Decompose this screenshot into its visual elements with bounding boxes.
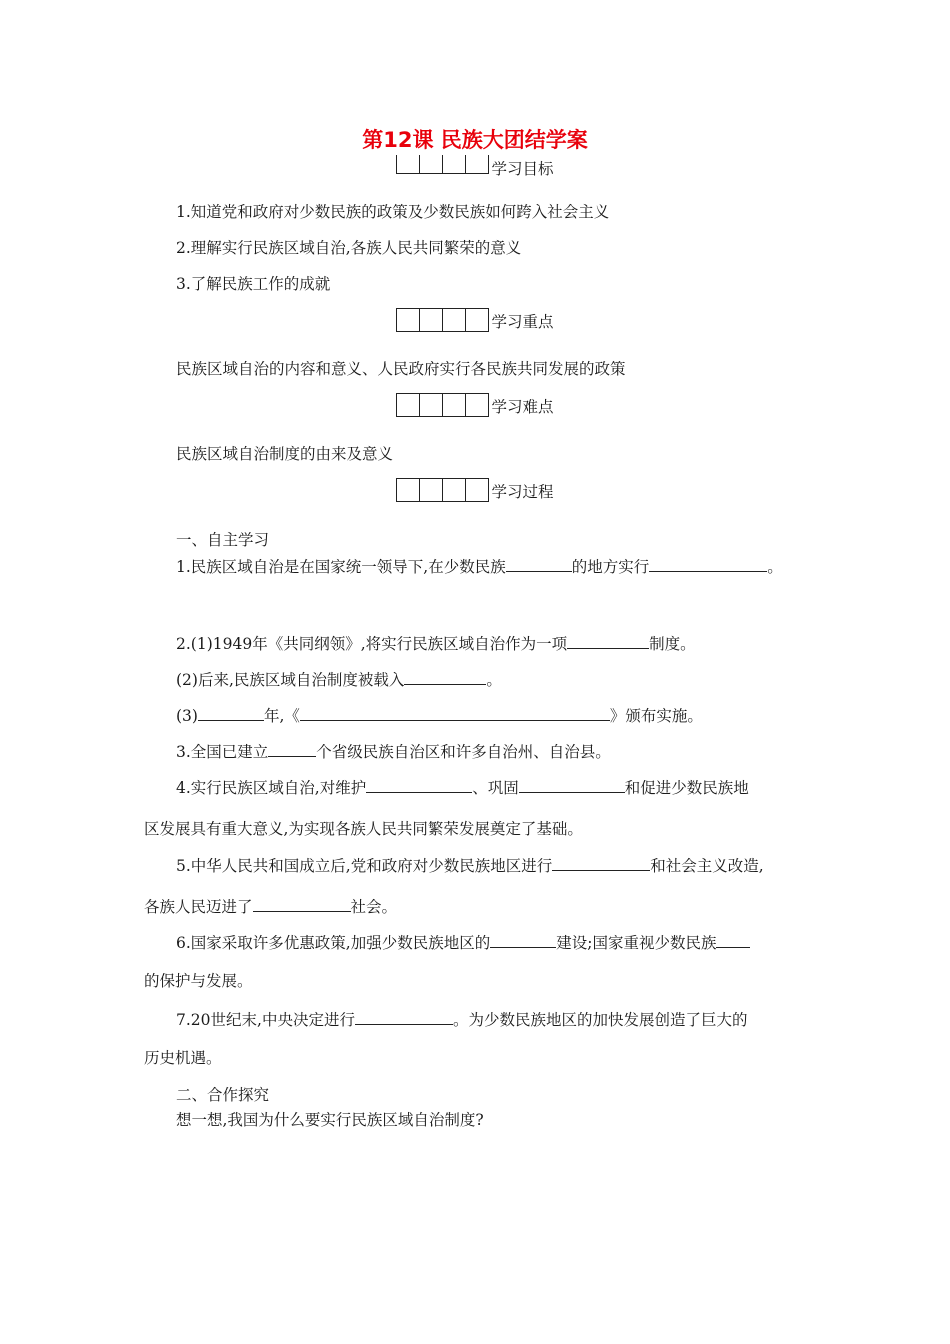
goal-1: 1.知道党和政府对少数民族的政策及少数民族如何跨入社会主义	[176, 203, 610, 221]
q7-text-b: 。为少数民族地区的加快发展创造了巨大的	[452, 1011, 748, 1029]
q2a-blank[interactable]	[567, 632, 649, 649]
q5-text-b: 和社会主义改造,	[650, 857, 764, 875]
section-key-heading	[0, 308, 950, 332]
key-point-text: 民族区域自治的内容和意义、人民政府实行各民族共同发展的政策	[176, 360, 626, 378]
section-key-label: 学习重点	[491, 313, 554, 331]
q2a-text-a: 2.(1)1949年《共同纲领》,将实行民族区域自治作为一项	[176, 635, 568, 653]
question-4	[176, 776, 749, 798]
q2a-text-b: 制度。	[649, 635, 696, 653]
question-7	[176, 1008, 747, 1030]
q2c-blank-2[interactable]	[300, 704, 610, 721]
question-6	[176, 931, 750, 953]
section-process-label: 学习过程	[491, 483, 554, 501]
question-5	[176, 854, 764, 876]
question-2-1	[176, 632, 696, 654]
q4-blank-2[interactable]	[519, 776, 625, 793]
q5b-text-b: 社会。	[350, 898, 398, 916]
section-process-heading	[0, 478, 950, 502]
question-3	[176, 740, 611, 762]
q4-text-a: 4.实行民族区域自治,对维护	[176, 779, 367, 797]
q3-blank[interactable]	[268, 740, 316, 757]
goal-2: 2.理解实行民族区域自治,各族人民共同繁荣的意义	[176, 239, 522, 257]
q2c-blank-1[interactable]	[198, 704, 264, 721]
question-5-cont	[144, 895, 397, 917]
question-6-cont: 的保护与发展。	[144, 972, 253, 990]
q1-text-a: 1.民族区域自治是在国家统一领导下,在少数民族	[176, 558, 506, 576]
q2c-text-b: 年,《	[263, 707, 300, 725]
question-2-3	[176, 704, 703, 726]
section-difficulty-heading	[0, 393, 950, 417]
q6-text-b: 建设;国家重视少数民族	[556, 934, 717, 952]
part2-heading: 二、合作探究	[176, 1086, 270, 1104]
q2b-blank[interactable]	[404, 668, 486, 685]
q3-text-b: 个省级民族自治区和许多自治州、自治县。	[316, 743, 611, 761]
q6-blank-2[interactable]	[716, 931, 750, 948]
q6-blank-1[interactable]	[490, 931, 556, 948]
q4-text-c: 和促进少数民族地	[624, 779, 749, 797]
q1-text-c: 。	[767, 558, 783, 576]
q1-text-b: 的地方实行	[571, 558, 650, 576]
q7-text-a: 7.20世纪末,中央决定进行	[176, 1011, 355, 1029]
part1-heading: 一、自主学习	[176, 531, 270, 549]
q7-blank[interactable]	[355, 1008, 453, 1025]
q2b-text-a: (2)后来,民族区域自治制度被载入	[176, 671, 405, 689]
q5-text-a: 5.中华人民共和国成立后,党和政府对少数民族地区进行	[176, 857, 553, 875]
q5-blank-1[interactable]	[552, 854, 650, 871]
question-2-2	[176, 668, 502, 690]
q2c-text-a: (3)	[176, 707, 198, 725]
q1-blank-2[interactable]	[649, 555, 767, 572]
section-difficulty-label: 学习难点	[491, 398, 554, 416]
question-7-cont: 历史机遇。	[144, 1049, 222, 1067]
box-decoration	[396, 308, 489, 332]
document-title: 第12课 民族大团结学案	[362, 128, 588, 152]
q2c-text-c: 》颁布实施。	[609, 707, 703, 725]
section-goals-label: 学习目标	[491, 160, 554, 178]
q1-blank-1[interactable]	[506, 555, 572, 572]
box-decoration	[396, 393, 489, 417]
q3-text-a: 3.全国已建立	[176, 743, 269, 761]
box-decoration	[396, 155, 489, 179]
q4-text-b: 、巩固	[472, 779, 519, 797]
section-goals-heading	[0, 155, 950, 179]
q5b-text-a: 各族人民迈进了	[144, 898, 253, 916]
part2-question: 想一想,我国为什么要实行民族区域自治制度?	[176, 1111, 484, 1129]
q5b-blank[interactable]	[253, 895, 351, 912]
box-decoration	[396, 478, 489, 502]
q2b-text-b: 。	[486, 671, 502, 689]
question-4-cont: 区发展具有重大意义,为实现各族人民共同繁荣发展奠定了基础。	[144, 820, 583, 838]
q4-blank-1[interactable]	[366, 776, 472, 793]
q6-text-a: 6.国家采取许多优惠政策,加强少数民族地区的	[176, 934, 491, 952]
difficulty-text: 民族区域自治制度的由来及意义	[176, 445, 394, 463]
question-1	[176, 555, 783, 577]
goal-3: 3.了解民族工作的成就	[176, 275, 331, 293]
